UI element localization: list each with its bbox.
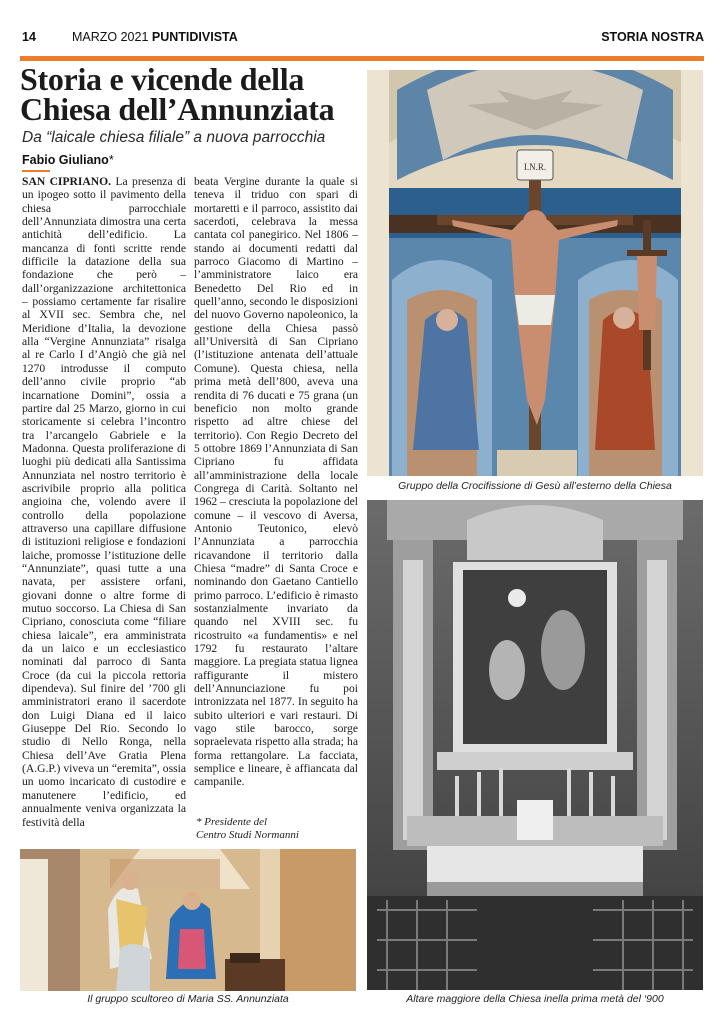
author-footnote-mark: * xyxy=(108,153,114,167)
author-note-line-2: Centro Studi Normanni xyxy=(196,829,299,841)
section-name: STORIA NOSTRA xyxy=(601,30,704,44)
byline-rule xyxy=(22,170,50,172)
author-name: Fabio Giuliano xyxy=(22,153,109,167)
issue-date: MARZO 2021 xyxy=(72,30,149,44)
crucifixion-photo xyxy=(367,70,703,476)
byline xyxy=(22,153,114,167)
article-title xyxy=(20,61,365,127)
page-number: 14 xyxy=(22,30,36,44)
altar-photo xyxy=(367,500,703,990)
publication-name: PUNTIDIVISTA xyxy=(151,30,238,44)
article-column-2 xyxy=(194,175,358,815)
statue-photo xyxy=(20,849,356,991)
altar-caption: Altare maggiore della Chiesa inella prima metà del ‘900 xyxy=(406,993,664,1005)
issue-info xyxy=(72,30,238,44)
column-1-text: La presenza di un ipogeo sotto il pavimento della chiesa parrocchiale dell’Annunziata dimostra una certa antichità dell’edificio. La mancanza di fonti scritte rende difficile la datazione della sua fondazione che però – dall’organizzazione architettonica – possiamo certamente far risalire al XVII sec. Sembra che, nel Meridione d’Italia, la devozione alla “Vergine Annunziata” risalga al re Carlo I d’Angiò che già nel 1270 introdusse il computo dell’anno civile proprio “ab incarnatione Domini”, ossia a partire dal 25 Marzo, giorno in cui storicamente si celebra l’incontro tra l’arcangelo Gabriele e la Madonna. Questa proliferazione di luoghi più dedicati alla Santissima Annunziata nel nostro territorio è ascrivibile proprio alla politica angioina che, volendo avere il controllo della popolazione attraverso una capillare diffusione di istituzioni religiose e fondazioni laiche, promosse l’istituzione delle “Annunziate”, quasi tutte a una navata, per assistere orfani, giovani donne o altre forme di mutuo soccorso. La Chiesa di San Cipriano, conosciuta come “filiare chiesa laicale”, era amministrata da un laico e un ecclesiastico nominati dal parroco di Santa Croce (da cui la piccola rettoria dipendeva). Sul finire del ’700 gli amministratori erano il sacerdote don Luigi Diana ed il laico Giuseppe Del Rio. Secondo lo studio di Nello Ronga, nella Chiesa dell’Ave Gratia Plena (A.G.P.) viveva un “eremita”, ossia un uomo incaricato di custodire e manutenere l’edificio, ed annualmente veniva organizzata la festività della xyxy=(22,175,186,829)
title-line-2: Chiesa dell’Annunziata xyxy=(20,91,335,127)
author-note xyxy=(196,816,356,842)
crucifixion-caption: Gruppo della Crocifissione di Gesù all’esterno della Chiesa xyxy=(398,480,672,492)
article-lead: SAN CIPRIANO. xyxy=(22,175,112,188)
author-note-line-1: * Presidente del xyxy=(196,816,268,828)
page-header xyxy=(22,30,704,48)
article-subtitle: Da “laicale chiesa filiale” a nuova parrocchia xyxy=(22,129,326,146)
title-line-1: Storia e vicende della xyxy=(20,61,305,97)
inri-plaque-text: I.N.R. xyxy=(523,162,547,172)
article-column-1 xyxy=(22,175,186,847)
column-2-text: beata Vergine durante la quale si teneva il triduo con spari di mortaretti e il parroco, assistito dai sacerdoti, celebrava la messa cantata col panegirico. Nel 1806 – stando ai documenti redatti dal parroco Giacomo di Martino – l’amministratore laico era Benedetto Del Rio ed in quell’anno, secondo le disposizioni del nuovo Governo napoleonico, la gestione della Chiesa passò all’Università di San Cipriano (l’istituzione antenata dell’attuale Comune). Questa chiesa, nella prima metà dell’800, aveva una rendita di 76 ducati e 75 grana (un beneficio non molto grande rispetto ad altre chiese del territorio). Con Regio Decreto del 5 ottobre 1869 l’Annunziata di San Cipriano fu affidata all’amministrazione della locale Congrega di Carità. Soltanto nel 1962 – cresciuta la popolazione del comune – il vescovo di Aversa, Antonio Teutonico, elevò l’Annunziata a parrocchia ricavandone il territorio dalla Chiesa “madre” di Santa Croce e nominando don Gaetano Cantiello primo parroco. L’edificio è rimasto sostanzialmente invariato da quando nel XVIII sec. fu ricostruito «a fundamentis» e nel 1792 fu restaurato l’altare maggiore. La pregiata statua lignea raffigurante il mistero dell’Annunciazione fu poi intronizzata nel 1877. In seguito ha subito ulteriori e vari restauri. Di vago stile barocco, sorge sopraelevata rispetto alla strada; ha forma rettangolare. La facciata, semplice e lineare, è affiancata dal campanile. xyxy=(194,175,358,789)
statue-caption: Il gruppo scultoreo di Maria SS. Annunziata xyxy=(87,993,289,1005)
